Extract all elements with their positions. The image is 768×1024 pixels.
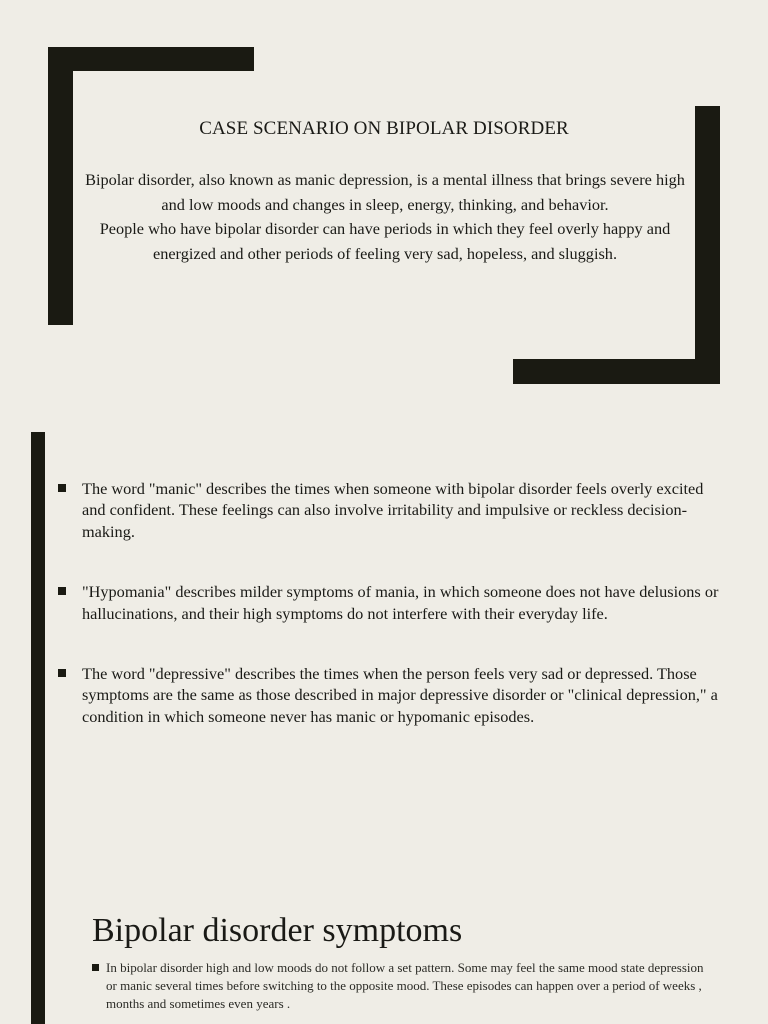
definitions-list bbox=[58, 478, 728, 766]
frame-bottom-right-bar bbox=[513, 359, 720, 384]
square-bullet-icon bbox=[92, 964, 99, 971]
symptoms-list bbox=[92, 959, 712, 1021]
slide-body bbox=[80, 168, 690, 266]
slide-symptoms bbox=[0, 865, 768, 1024]
list-item bbox=[58, 581, 728, 624]
depressive-definition: The word "depressive" describes the times when the person feels very sad or depressed. Those symptoms are the same as those described in major depressive disorder or "clinical depression," a condition in which someone never has manic or hypomanic episodes. bbox=[82, 664, 718, 726]
square-bullet-icon bbox=[58, 587, 66, 595]
square-bullet-icon bbox=[58, 669, 66, 677]
square-bullet-icon bbox=[58, 484, 66, 492]
accent-left-bar bbox=[31, 432, 45, 865]
slide-case-scenario bbox=[0, 0, 768, 410]
accent-left-bar bbox=[31, 865, 45, 1024]
mood-pattern-text: In bipolar disorder high and low moods do not follow a set pattern. Some may feel the same mood state depression or manic several times before switching to the opposite mood. These episodes can happen over a period of weeks , months and sometimes even years . bbox=[106, 960, 704, 1011]
periods-paragraph: People who have bipolar disorder can have periods in which they feel overly happy and energized and other periods of feeling very sad, hopeless, and sluggish. bbox=[99, 219, 671, 263]
list-item bbox=[92, 959, 712, 1013]
slide-title: Bipolar disorder symptoms bbox=[92, 912, 463, 949]
slide-title: CASE SCENARIO ON BIPOLAR DISORDER bbox=[199, 118, 569, 139]
frame-left-bar bbox=[48, 47, 73, 325]
intro-paragraph: Bipolar disorder, also known as manic depression, is a mental illness that brings severe high and low moods and changes in sleep, energy, thinking, and behavior. bbox=[85, 170, 685, 214]
slide-definitions bbox=[0, 432, 768, 865]
frame-top-left-bar bbox=[48, 47, 254, 71]
frame-right-bar bbox=[695, 106, 720, 384]
hypomania-definition: "Hypomania" describes milder symptoms of mania, in which someone does not have delusions or hallucinations, and their high symptoms do not interfere with their everyday life. bbox=[82, 582, 719, 623]
list-item bbox=[58, 663, 728, 727]
list-item bbox=[58, 478, 728, 542]
manic-definition: The word "manic" describes the times when someone with bipolar disorder feels overly excited and confident. These feelings can also involve irritability and impulsive or reckless decision-making. bbox=[82, 479, 704, 541]
